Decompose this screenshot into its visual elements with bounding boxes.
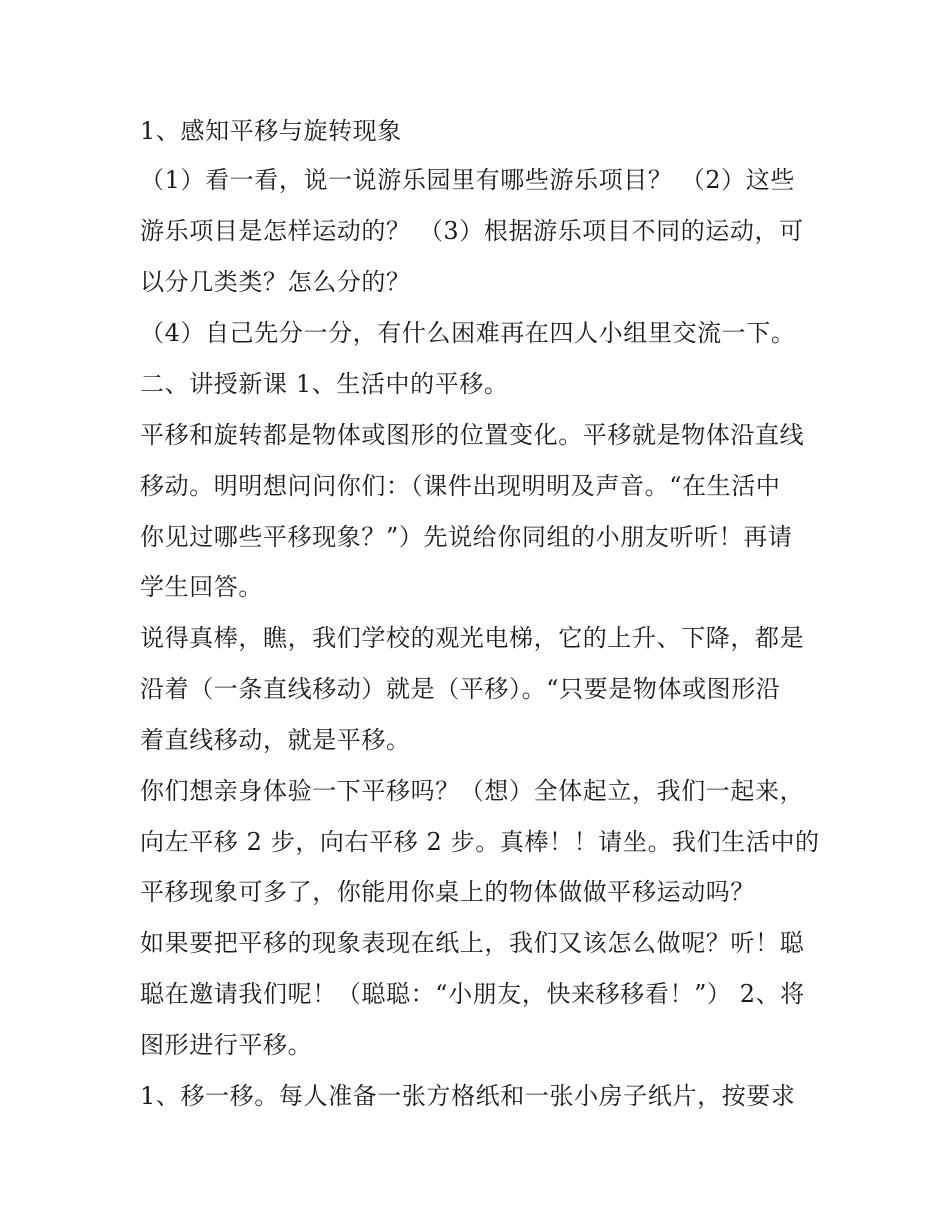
text-line: 游乐项目是怎样运动的？ （3）根据游乐项目不同的运动，可 [140, 217, 804, 245]
text-line: 以分几类类？怎么分的？ [140, 268, 411, 296]
text-line: 向左平移 2 步，向右平移 2 步。真棒！！请坐。我们生活中的 [140, 828, 820, 856]
text-line: 二、讲授新课 1、生活中的平移。 [140, 370, 509, 398]
text-line: 沿着（一条直线移动）就是（平移）。“只要是物体或图形沿 [140, 675, 781, 703]
text-line: 如果要把平移的现象表现在纸上，我们又该怎么做呢？听！聪 [140, 929, 805, 957]
text-line: 1、移一移。每人准备一张方格纸和一张小房子纸片，按要求 [140, 1082, 796, 1110]
text-line: 平移和旋转都是物体或图形的位置变化。平移就是物体沿直线 [140, 421, 805, 449]
text-line: 说得真棒，瞧，我们学校的观光电梯，它的上升、下降，都是 [140, 624, 805, 652]
text-line: 聪在邀请我们呢！（聪聪：“小朋友，快来移移看！”） 2、将 [140, 980, 805, 1008]
text-line: 着直线移动，就是平移。 [140, 726, 411, 754]
text-line: 平移现象可多了，你能用你桌上的物体做做平移运动吗？ [140, 878, 755, 906]
text-line: 移动。明明想问问你们：（课件出现明明及声音。“在生活中 [140, 472, 781, 500]
text-line: （4）自己先分一分，有什么困难再在四人小组里交流一下。 [140, 319, 796, 347]
text-line: 你们想亲身体验一下平移吗？（想）全体起立，我们一起来， [140, 777, 805, 805]
text-line: （1）看一看，说一说游乐园里有哪些游乐项目？ （2）这些 [140, 166, 795, 194]
text-line: 1、感知平移与旋转现象 [140, 117, 402, 145]
text-line: 图形进行平移。 [140, 1031, 313, 1059]
text-line: 学生回答。 [140, 573, 263, 601]
text-line: 你见过哪些平移现象？”）先说给你同组的小朋友听听！再请 [140, 523, 793, 551]
